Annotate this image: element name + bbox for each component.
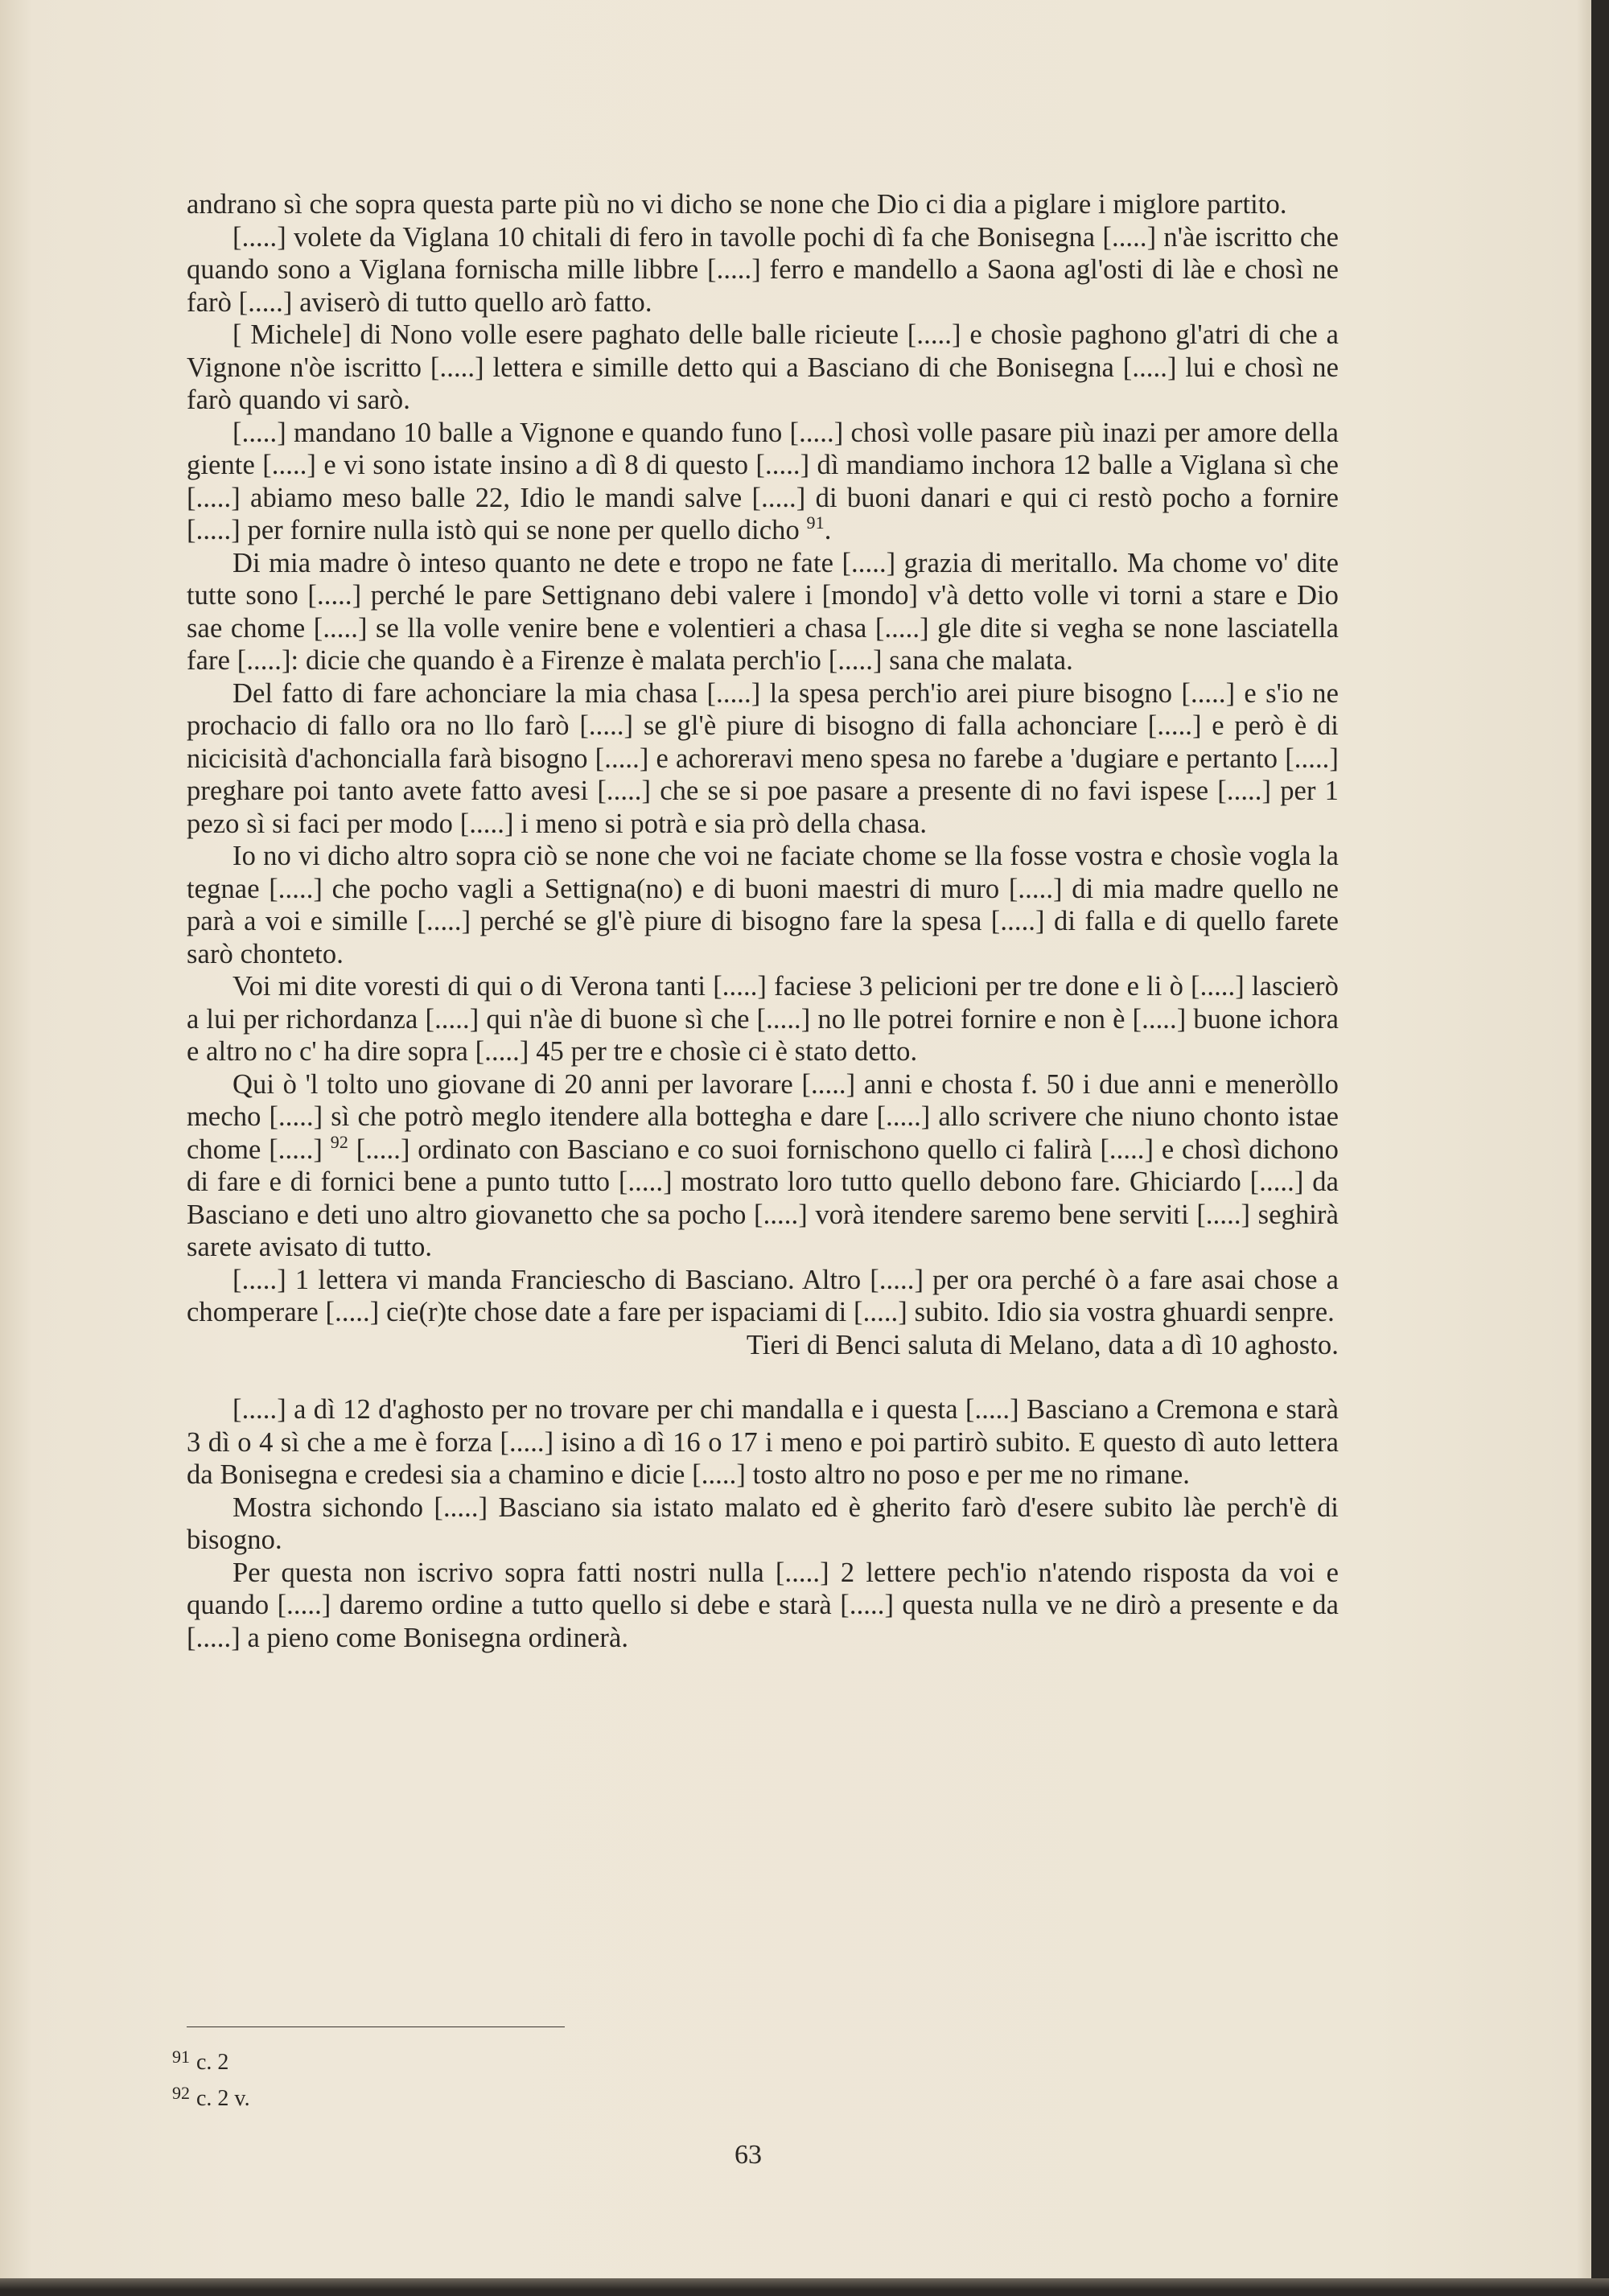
text-run: Qui ò 'l tolto uno giovane di 20 anni per lavorare [.....] anni e chosta f. 50 i due anni e meneròllo mecho [.....] sì che potrò meglo itendere alla bottegha e dare [.....] allo scrivere che niuno chonto istae chome [.....] — [187, 1068, 1339, 1165]
text-run: Per questa non iscrivo sopra fatti nostri nulla [.....] 2 lettere pech'io n'atendo risposta da voi e quando [.....] daremo ordine a tutto quello si debe e starà [.....] questa nulla ve ne dirò a presente e da [.....] a pieno come Bonisegna ordinerà. — [187, 1557, 1339, 1653]
paragraph — [187, 677, 1339, 841]
text-run: [.....] 1 lettera vi manda Franciescho di Basciano. Altro [.....] per ora perché ò a fare asai chose a chomperare [.....] cie(r)te chose date a fare per ispaciami di [.....] subito. Idio sia vostra ghuardi senpre. — [187, 1264, 1339, 1327]
text-run: Tieri di Benci saluta di Melano, data a dì 10 aghosto. — [746, 1329, 1339, 1360]
paragraph — [187, 319, 1339, 417]
text-run: Del fatto di fare achonciare la mia chasa [.....] la spesa perch'io arei piure bisogno [.....] e s'io ne prochacio di fallo ora no llo farò [.....] se gl'è piure di bisogno di falla achonciare [.....] e però è di nicicisità d'achoncialla farà bisogno [.....] e achoreravi meno spesa no farebe a 'dugiare e pertanto [.....] preghare poi tanto avete fatto avesi [.....] che se si poe pasare a presente di no favi ispese [.....] per 1 pezo sì si faci per modo [.....] i meno si potrà e sia prò della chasa. — [187, 677, 1339, 839]
footnote-number: 91 — [172, 2047, 190, 2067]
paragraph — [187, 221, 1339, 319]
paragraph — [187, 188, 1339, 221]
text-run: andrano sì che sopra questa parte più no vi dicho se none che Dio ci dia a piglare i miglore partito. — [187, 189, 1287, 220]
paragraph — [187, 1264, 1339, 1329]
paragraph — [187, 840, 1339, 970]
footnote-reference: 92 — [330, 1131, 348, 1152]
text-run: [.....] mandano 10 balle a Vignone e quando funo [.....] chosì volle pasare più inazi per amore della giente [.....] e vi sono istate insino a dì 8 di questo [.....] dì mandiamo inchora 12 balle a Viglana sì che [.....] abiamo meso balle 22, Idio le mandi salve [.....] di buoni danari e qui ci restò pocho a fornire [.....] per fornire nulla istò qui se none per quello dicho — [187, 417, 1339, 545]
page-edge-shadow-bottom — [0, 2278, 1609, 2296]
footnote-separator-rule — [187, 2026, 565, 2027]
footnote-text: c. 2 v. — [196, 2086, 250, 2111]
footnote-reference: 91 — [806, 512, 825, 533]
paragraph — [187, 970, 1339, 1068]
letter-signature — [187, 1329, 1339, 1362]
text-run: [.....] ordinato con Basciano e co suoi fornischono quello ci falirà [.....] e chosì dichono di fare e di fornici bene a punto tutto [.....] mostrato loro tutto quello debono fare. Ghiciardo [.....] da Basciano e deti uno altro giovanetto che sa pocho [.....] vorà itendere saremo bene serviti [.....] seghirà sarete avisato di tutto. — [187, 1134, 1339, 1262]
text-run: [.....] a dì 12 d'aghosto per no trovare per chi mandalla e i questa [.....] Basciano a Cremona e starà 3 dì o 4 sì che a me è forza [.....] isino a dì 16 o 17 i meno e poi partirò subito. E questo dì auto lettera da Bonisegna e credesi sia a chamino e dicie [.....] tosto altro no poso e per me no rimane. — [187, 1394, 1339, 1490]
paragraph — [187, 417, 1339, 547]
text-run: Io no vi dicho altro sopra ciò se none che voi ne faciate chome se lla fosse vostra e chosìe vogla la tegnae [.....] che pocho vagli a Settigna(no) e di buoni maestri di muro [.....] di mia madre quello ne parà a voi e simille [.....] perché se gl'è piure di bisogno fare la spesa [.....] di falla e di quello farete sarò chonteto. — [187, 841, 1339, 969]
text-run: . — [824, 515, 832, 545]
paragraph — [187, 1492, 1339, 1557]
text-run: [ Michele] di Nono volle esere paghato delle balle ricieute [.....] e chosìe paghono gl'atri di che a Vignone n'òe iscritto [.....] lettera e simille detto qui a Basciano di che Bonisegna [.....] lui e chosì ne farò quando vi sarò. — [187, 319, 1339, 415]
text-run: Di mia madre ò inteso quanto ne dete e tropo ne fate [.....] grazia di meritallo. Ma chome vo' dite tutte sono [.....] perché le pare Settignano debi valere i [mondo] v'à detto volle vi torni a stare e Dio sae chome [.....] se lla volle venire bene e volentieri a chasa [.....] gle dite si vegha se none lasciatella fare [.....]: dicie che quando è a Firenze è malata perch'io [.....] sana che malata. — [187, 547, 1339, 676]
footnotes — [172, 2042, 250, 2114]
text-run: [.....] volete da Viglana 10 chitali di fero in tavolle pochi dì fa che Bonisegna [.....] n'àe iscritto che quando sono a Viglana fornischa mille libbre [.....] ferro e mandello a Saona agl'osti di làe e chosì ne farò [.....] aviserò di tutto quello arò fatto. — [187, 221, 1339, 318]
page-edge-shadow-right — [1591, 0, 1609, 2296]
paragraph — [187, 547, 1339, 677]
text-run: Mostra sichondo [.....] Basciano sia istato malato ed è gherito farò d'esere subito làe perch'è di bisogno. — [187, 1492, 1339, 1555]
page-number: 63 — [735, 2140, 762, 2170]
footnote — [172, 2078, 250, 2114]
footnote — [172, 2042, 250, 2078]
main-text-body — [187, 188, 1339, 1654]
paragraph — [187, 1068, 1339, 1264]
text-run: Voi mi dite voresti di qui o di Verona tanti [.....] faciese 3 pelicioni per tre done e li ò [.....] lascierò a lui per richordanza [.....] qui n'àe di buone sì che [.....] no lle potrei fornire e non è [.....] buone ichora e altro no c' ha dire sopra [.....] 45 per tre e chosìe ci è stato detto. — [187, 971, 1339, 1067]
footnote-text: c. 2 — [196, 2050, 229, 2075]
footnote-number: 92 — [172, 2083, 190, 2103]
paragraph — [187, 1557, 1339, 1655]
paragraph — [187, 1393, 1339, 1492]
